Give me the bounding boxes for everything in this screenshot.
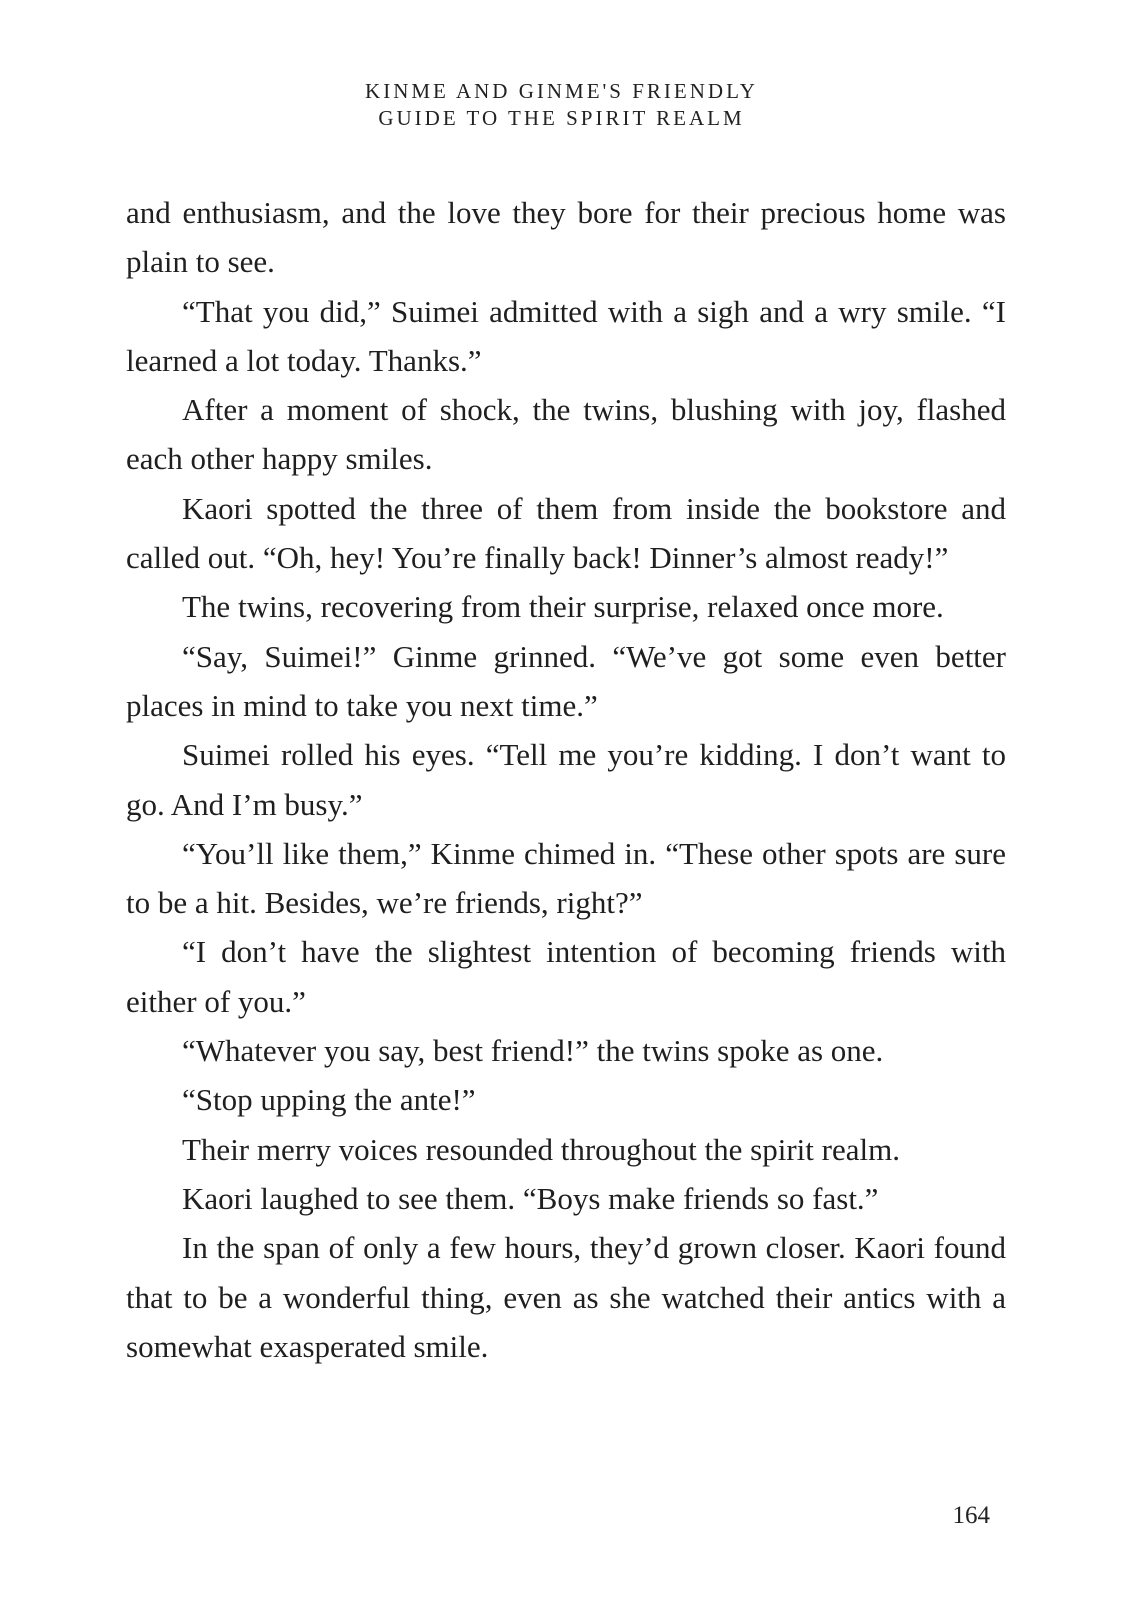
paragraph: Their merry voices resounded throughout the spirit realm.: [182, 1131, 900, 1167]
paragraph: and enthusiasm, and the love they bore for their precious home was plain to see.: [126, 195, 1006, 280]
paragraph: Kaori laughed to see them. “Boys make friends so fast.”: [182, 1180, 879, 1216]
paragraph: The twins, recovering from their surprise, relaxed once more.: [182, 589, 944, 625]
page-number: 164: [952, 1502, 990, 1529]
paragraph: In the span of only a few hours, they’d grown closer. Kaori found that to be a wonderful thing, even as she watched their antics with a somewhat exasperated smile.: [126, 1230, 1006, 1364]
paragraph: “Whatever you say, best friend!” the twins spoke as one.: [182, 1033, 884, 1069]
running-header: [0, 78, 1123, 132]
paragraph: After a moment of shock, the twins, blushing with joy, flashed each other happy smiles.: [126, 392, 1006, 477]
paragraph: Suimei rolled his eyes. “Tell me you’re kidding. I don’t want to go. And I’m busy.”: [126, 737, 1006, 822]
paragraph: “Say, Suimei!” Ginme grinned. “We’ve got some even better places in mind to take you next time.”: [126, 638, 1006, 723]
paragraph: “That you did,” Suimei admitted with a sigh and a wry smile. “I learned a lot today. Thanks.”: [126, 293, 1006, 378]
paragraph: Kaori spotted the three of them from inside the bookstore and called out. “Oh, hey! You’re finally back! Dinner’s almost ready!”: [126, 490, 1006, 576]
paragraph: “You’ll like them,” Kinme chimed in. “These other spots are sure to be a hit. Besides, we’re friends, right?”: [126, 835, 1006, 921]
paragraph: “I don’t have the slightest intention of becoming friends with either of you.”: [126, 934, 1006, 1019]
paragraph: “Stop upping the ante!”: [182, 1082, 476, 1118]
header-line-2: GUIDE TO THE SPIRIT REALM: [378, 106, 745, 130]
body-text: [126, 188, 1006, 1371]
header-line-1: KINME AND GINME'S FRIENDLY: [365, 79, 758, 103]
